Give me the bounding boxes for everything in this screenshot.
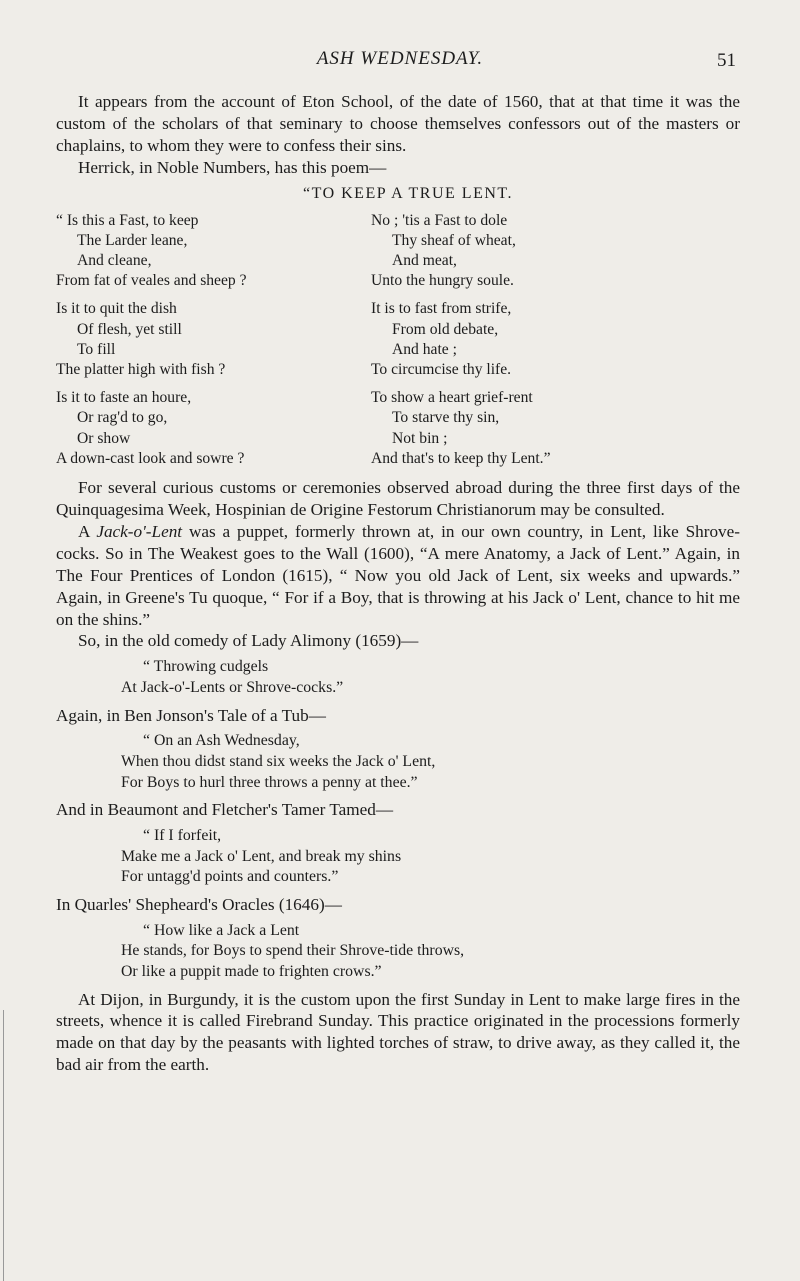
poem-line: From old debate,	[392, 320, 499, 338]
paragraph-lady-alimony: So, in the old comedy of Lady Alimony (1659)—	[78, 631, 419, 651]
page-header	[0, 48, 800, 78]
poem-stanza	[56, 211, 371, 292]
block-quote	[56, 657, 740, 698]
poem-stanza	[371, 299, 731, 380]
quote-line: “ If I forfeit,	[143, 827, 222, 845]
quote-line: At Jack-o'-Lents or Shrove-cocks.”	[121, 678, 344, 696]
poem-line: To starve thy sin,	[392, 409, 500, 427]
poem-line: Or show	[77, 429, 131, 447]
block-quote	[56, 826, 740, 888]
poem-stanza	[56, 299, 371, 380]
paragraph-dijon: At Dijon, in Burgundy, it is the custom upon the first Sunday in Lent to make large fires in the streets, whence it is called Firebrand Sunday. This practice originated in the processions formerly made on that day by the peasants with lighted torches of straw, to drive away, as they called it, the bad air from the earth.	[56, 989, 740, 1075]
poem-line: To show a heart grief-rent	[371, 389, 533, 407]
poem-title: “TO KEEP A TRUE LENT.	[302, 184, 513, 202]
poem-line: Not bin ;	[392, 429, 448, 447]
paragraph-beaumont: And in Beaumont and Fletcher's Tamer Tamed—	[56, 800, 394, 820]
poem-line: Unto the hungry soule.	[371, 272, 514, 290]
poem-line: The Larder leane,	[77, 231, 188, 249]
poem-stanza	[371, 211, 731, 292]
poem-line: And meat,	[392, 252, 457, 270]
poem-column-left	[56, 211, 371, 477]
italic-term: Jack-o'-Lent	[96, 521, 183, 541]
poem-line: It is to fast from strife,	[371, 300, 512, 318]
poem-line: From fat of veales and sheep ?	[56, 272, 247, 290]
poem-line: Or rag'd to go,	[77, 409, 168, 427]
quote-line: He stands, for Boys to spend their Shrove-tide throws,	[121, 942, 465, 960]
poem-line: “ Is this a Fast, to keep	[56, 211, 199, 229]
paragraph-text: was a puppet, formerly thrown at, in our own country, in Lent, like Shrove-cocks. So in The Weakest goes to the Wall (1600), “A mere Anatomy, a Jack of Lent.” Again, in The Four Prentices of London (1615), “ Now you old Jack of Lent, six weeks and upwards.” Again, in Greene's Tu quoque, “ For if a Boy, that is throwing at his Jack o' Lent, chance to hit me on the shins.”	[56, 521, 740, 629]
running-head: ASH WEDNESDAY.	[316, 48, 484, 69]
quote-line: Make me a Jack o' Lent, and break my shins	[121, 847, 402, 865]
block-quote	[56, 731, 740, 793]
paragraph-eton: It appears from the account of Eton School, of the date of 1560, that at that time it was the custom of the scholars of that seminary to choose themselves confessors out of the masters or chaplains, to whom they were to confess their sins.	[56, 92, 740, 155]
poem-line: Is it to faste an houre,	[56, 389, 192, 407]
quote-line: “ How like a Jack a Lent	[143, 921, 300, 939]
paragraph-text: A	[78, 521, 97, 541]
page-body	[56, 91, 740, 1076]
quote-line: For Boys to hurl three throws a penny at thee.”	[121, 773, 418, 791]
poem-column-right	[371, 211, 731, 477]
quote-line: “ On an Ash Wednesday,	[143, 732, 300, 750]
poem-stanza	[56, 388, 371, 469]
paragraph-quinquagesima: For several curious customs or ceremonies observed abroad during the three first days of the Quinquagesima Week, Hospinian de Origine Festorum Christianorum may be consulted.	[56, 478, 740, 519]
poem-line: And that's to keep thy Lent.”	[371, 449, 551, 467]
poem-line: Is it to quit the dish	[56, 300, 177, 318]
quote-line: “ Throwing cudgels	[143, 658, 269, 676]
poem-line: And cleane,	[77, 252, 152, 270]
page-edge-divider	[3, 1010, 4, 1281]
paragraph-jonson: Again, in Ben Jonson's Tale of a Tub—	[56, 705, 326, 725]
quote-line: Or like a puppit made to frighten crows.”	[121, 962, 382, 980]
quote-line: When thou didst stand six weeks the Jack o' Lent,	[121, 753, 436, 770]
poem-stanza	[371, 388, 731, 469]
poem-line: To fill	[77, 340, 116, 358]
block-quote	[56, 921, 740, 983]
paragraph-jack-o-lent	[56, 521, 740, 631]
poem-line: A down-cast look and sowre ?	[56, 449, 245, 467]
poem-line: Thy sheaf of wheat,	[392, 231, 516, 249]
paragraph-herrick: Herrick, in Noble Numbers, has this poem—	[78, 157, 387, 177]
page-number: 51	[717, 50, 736, 71]
poem-line: To circumcise thy life.	[371, 361, 512, 379]
poem-line: The platter high with fish ?	[56, 361, 226, 379]
poem-line: No ; 'tis a Fast to dole	[371, 211, 508, 229]
poem	[56, 211, 740, 477]
paragraph-quarles: In Quarles' Shepheard's Oracles (1646)—	[56, 894, 342, 914]
poem-line: And hate ;	[392, 340, 457, 358]
quote-line: For untagg'd points and counters.”	[121, 868, 339, 886]
poem-line: Of flesh, yet still	[77, 320, 182, 338]
